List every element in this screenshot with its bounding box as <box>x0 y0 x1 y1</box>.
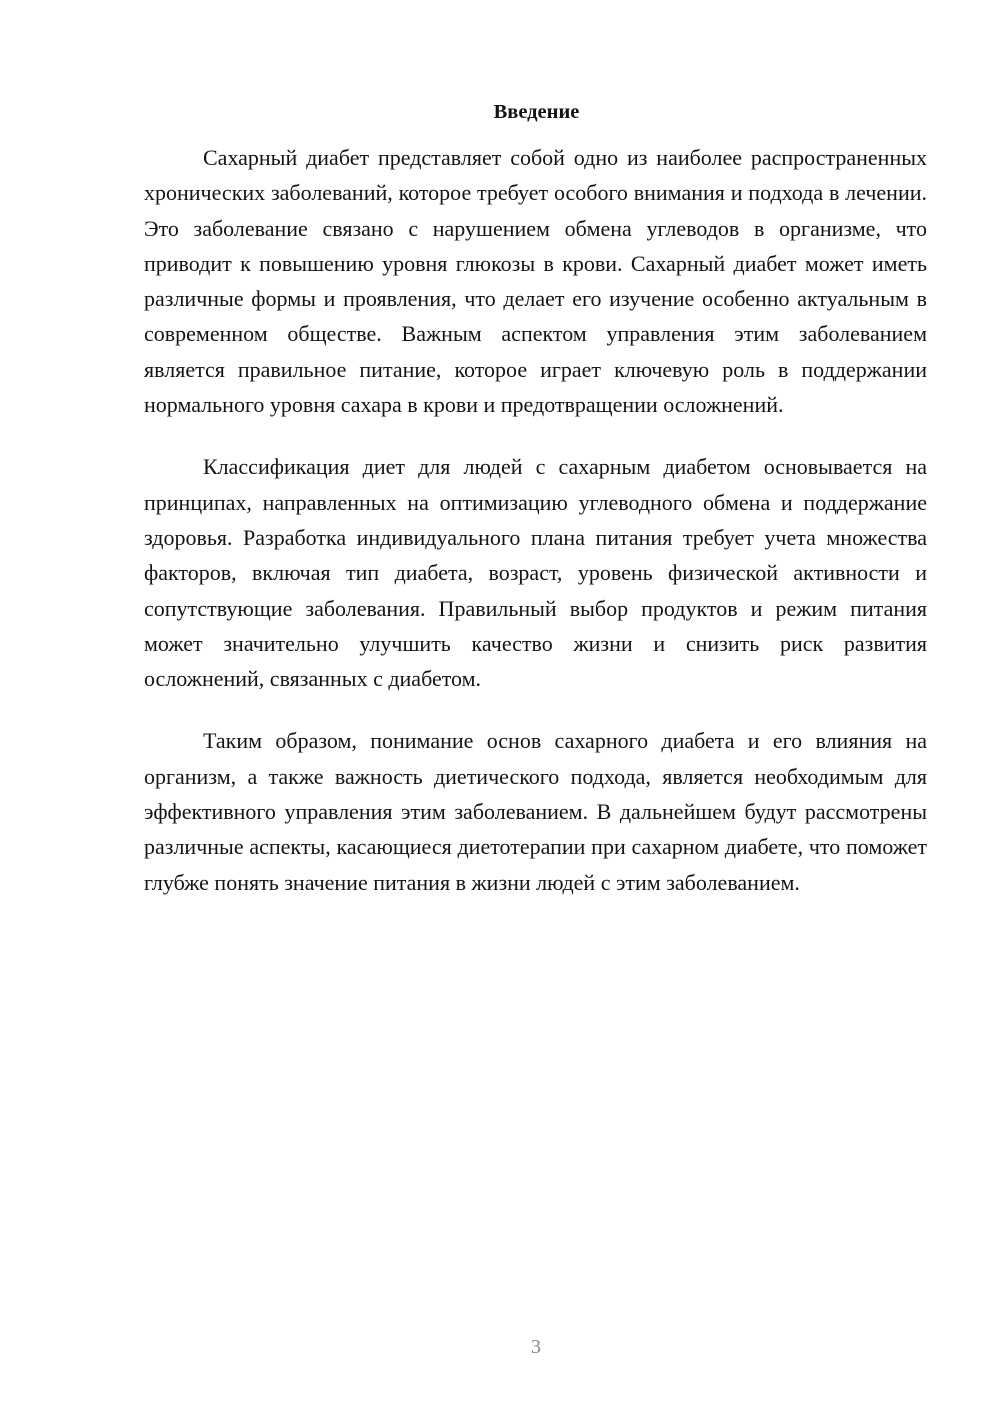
paragraph-intro: Сахарный диабет представляет собой одно из наиболее распространенных хронических заболеваний, которое требует особого внимания и подхода в лечении. Это заболевание связано с нарушением обмена углеводов в организме, что приводит к повышению уровня глюкозы в крови. Сахарный диабет может иметь различные формы и проявления, что делает его изучение особенно актуальным в современном обществе. Важным аспектом управления этим заболеванием является правильное питание, которое играет ключевую роль в поддержании нормального уровня сахара в крови и предотвращении осложнений. <box>144 145 927 418</box>
section-title: Введение <box>493 101 580 123</box>
document-body <box>144 97 927 900</box>
paragraph-conclusion: Таким образом, понимание основ сахарного диабета и его влияния на организм, а также важность диетического подхода, является необходимым для эффективного управления этим заболеванием. В дальнейшем будут рассмотрены различные аспекты, касающиеся диетотерапии при сахарном диабете, что поможет глубже понять значение питания в жизни людей с этим заболеванием. <box>144 728 927 895</box>
page-number: 3 <box>531 1336 541 1358</box>
paragraph-classification: Классификация диет для людей с сахарным диабетом основывается на принципах, направленных на оптимизацию углеводного обмена и поддержание здоровья. Разработка индивидуального плана питания требует учета множества факторов, включая тип диабета, возраст, уровень физической активности и сопутствующие заболевания. Правильный выбор продуктов и режим питания может значительно улучшить качество жизни и снизить риск развития осложнений, связанных с диабетом. <box>144 454 927 692</box>
